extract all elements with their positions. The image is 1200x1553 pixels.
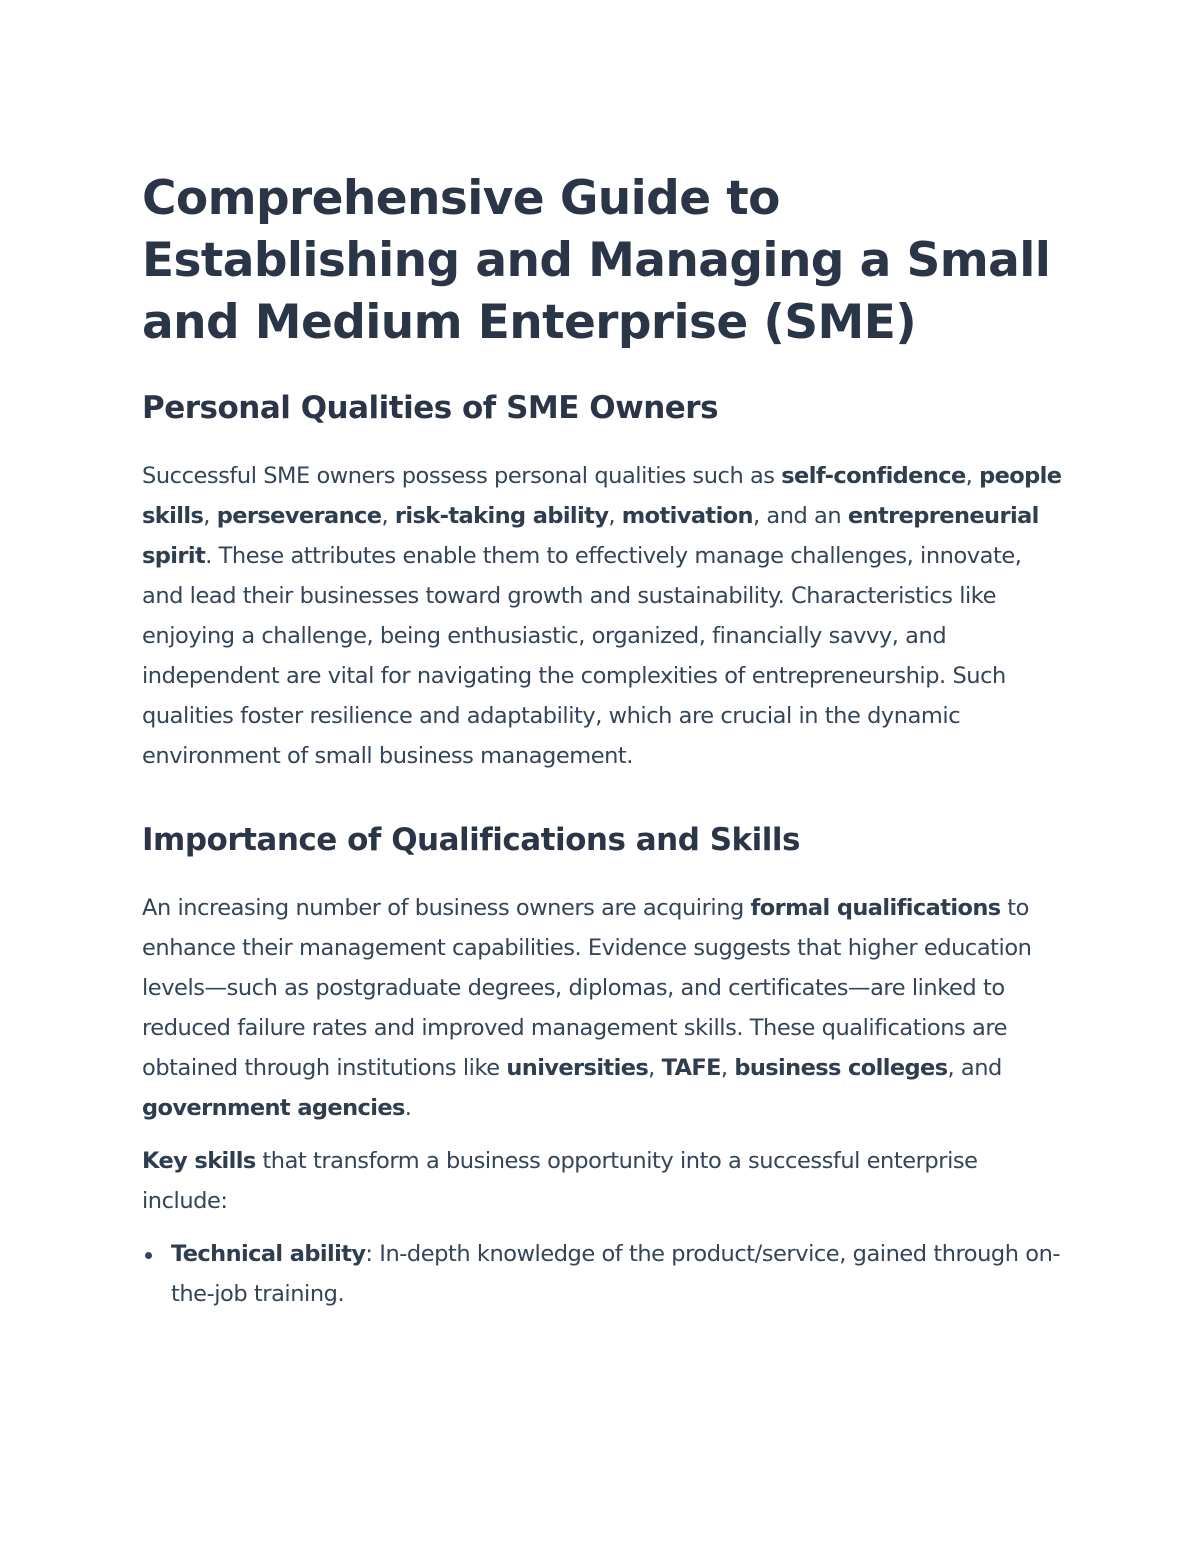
list-item-text: : In-depth knowledge of the product/service, gained through on-the-job training. [171,1241,1061,1307]
bold-term: government agencies [142,1095,405,1121]
paragraph-qualifications [142,888,1067,1128]
list-item [142,1234,1067,1314]
heading-qualifications-skills: Importance of Qualifications and Skills [142,822,800,858]
paragraph-key-skills [142,1141,1067,1221]
bold-term: perseverance [216,503,382,529]
text-run: that transform a business opportunity into a successful enterprise include: [142,1148,978,1214]
text-run: , [720,1055,735,1081]
text-run: , [381,503,395,529]
document-page [142,168,1067,1314]
list-item-term: Technical ability [171,1241,366,1267]
document-title: Comprehensive Guide to Establishing and Managing a Small and Medium Enterprise (SME) [142,171,1051,350]
bold-term: people skills [142,463,1062,529]
bullet-icon [145,1252,152,1259]
bold-term: risk-taking ability [394,503,609,529]
bold-term: business colleges [734,1055,948,1081]
bold-term: TAFE [661,1055,721,1081]
text-run: . These attributes enable them to effectively manage challenges, innovate, and lead their businesses toward growth and sustainability. Characteristics like enjoying a challenge, being enthusiastic, organized, financially savvy, and independent are vital for navigating the complexities of entrepreneurship. Such qualities foster resilience and adaptability, which are crucial in the dynamic environment of small business management. [142,543,1022,769]
text-run: , and [947,1055,1002,1081]
text-run: Successful SME owners possess personal qualities such as [142,463,782,489]
text-run: to enhance their management capabilities. Evidence suggests that higher education levels—such as postgraduate degrees, diplomas, and certificates—are linked to reduced failure rates and improved management skills. These qualifications are obtained through institutions like [142,895,1032,1081]
bold-term: Key skills [142,1148,256,1174]
bold-term: motivation [621,503,753,529]
paragraph-personal-qualities [142,456,1067,776]
text-run: , [965,463,980,489]
bold-term: entrepreneurial spirit [142,503,1039,569]
bold-term: universities [506,1055,649,1081]
text-run: . [404,1095,412,1121]
text-run: , [648,1055,662,1081]
text-run: , [203,503,217,529]
text-run: , [608,503,622,529]
heading-personal-qualities: Personal Qualities of SME Owners [142,390,719,426]
bold-term: formal qualifications [750,895,1001,921]
bold-term: self-confidence [781,463,966,489]
text-run: , and an [752,503,848,529]
key-skills-list [142,1234,1067,1314]
text-run: An increasing number of business owners are acquiring [142,895,751,921]
